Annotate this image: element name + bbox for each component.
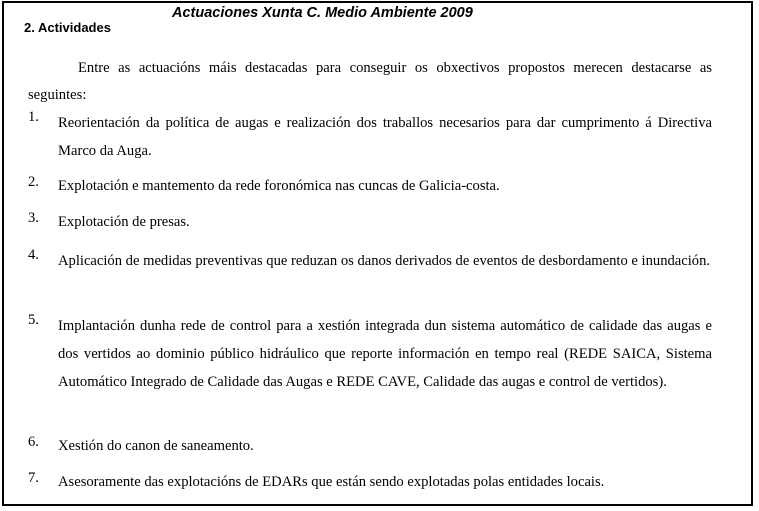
list-item-text: Reorientación da política de augas e realización dos traballos necesarios para dar cumprimento á Directiva Marco da Auga. xyxy=(58,115,712,159)
list-item-number: 3. xyxy=(28,210,39,226)
list-item-number: 1. xyxy=(28,109,39,125)
document-frame xyxy=(2,1,753,506)
list-item-text: Asesoramente das explotacións de EDARs que están sendo explotadas polas entidades locais. xyxy=(58,474,605,490)
section-heading: 2. Actividades xyxy=(24,20,111,35)
list-item-number: 5. xyxy=(28,312,39,328)
document-header-title: Actuaciones Xunta C. Medio Ambiente 2009 xyxy=(172,5,473,21)
list-item-number: 7. xyxy=(28,470,39,486)
list-item-text: Aplicación de medidas preventivas que reduzan os danos derivados de eventos de desbordamento e inundación. xyxy=(58,253,711,269)
list-item-number: 4. xyxy=(28,247,39,263)
list-item-number: 2. xyxy=(28,174,39,190)
intro-paragraph: Entre as actuacións máis destacadas para conseguir os obxectivos propostos merecen destacarse as seguintes: xyxy=(28,60,712,103)
list-item-text: Explotación e mantemento da rede foronómica nas cuncas de Galicia-costa. xyxy=(58,178,500,194)
list-item-text: Explotación de presas. xyxy=(58,214,190,230)
list-item-number: 6. xyxy=(28,434,39,450)
list-item-text: Xestión do canon de saneamento. xyxy=(58,438,254,454)
list-item-text: Implantación dunha rede de control para a xestión integrada dun sistema automático de calidade das augas e dos vertidos ao dominio público hidráulico que reporte información en tempo real (REDE SAICA, Sistema Automático Integrado de Calidade das Augas e REDE CAVE, Calidade das augas e control de vertidos). xyxy=(58,318,712,390)
